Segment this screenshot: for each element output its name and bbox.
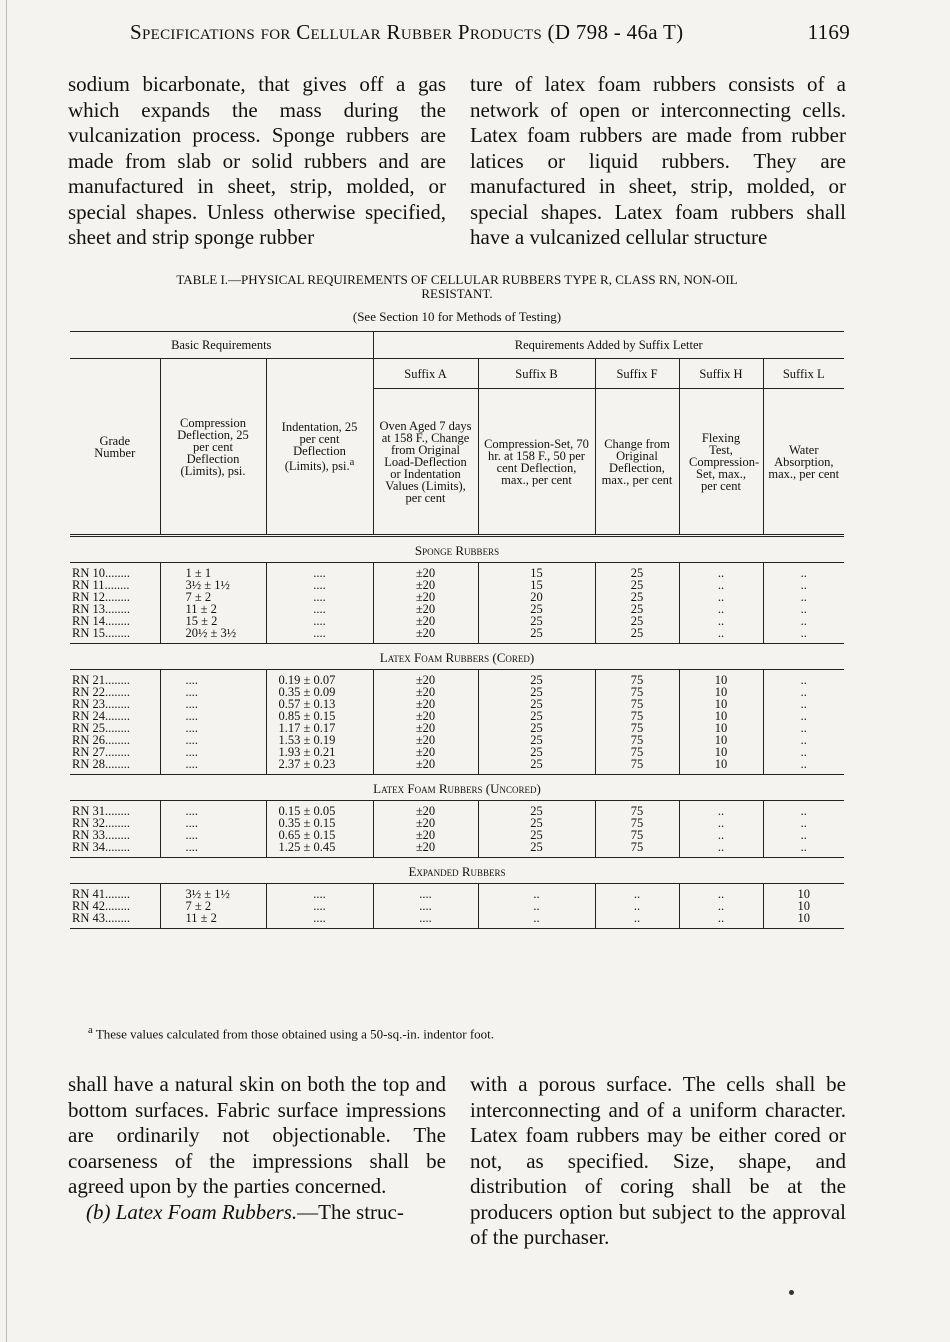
section-header-row (70, 858, 844, 884)
bottom-right-column (470, 1072, 846, 1251)
compression-cell: .... (160, 722, 266, 734)
suffix-l-cell: .. (763, 801, 844, 818)
col-oven (373, 389, 478, 536)
suffix-b-cell: 25 (478, 710, 595, 722)
suffix-b-cell: 25 (478, 817, 595, 829)
suffix-f-cell: 75 (595, 746, 679, 758)
suffix-h-cell: .. (679, 603, 763, 615)
requirements-table (70, 331, 844, 929)
suffix-b-cell: 25 (478, 722, 595, 734)
compression-cell: 7 ± 2 (160, 591, 266, 603)
suffix-h-cell: 10 (679, 734, 763, 746)
suffix-h-cell: 10 (679, 686, 763, 698)
compression-cell: 3½ ± 1½ (160, 884, 266, 901)
indentation-cell: .... (266, 591, 373, 603)
indentation-cell: 0.19 ± 0.07 (266, 670, 373, 687)
section-title: Expanded Rubbers (70, 858, 844, 884)
col-grade-text: Grade Number (94, 433, 136, 460)
col-compression-text: Compression Deflection, 25 per cent Deflection (Limits), psi. (177, 415, 249, 478)
indentation-cell: .... (266, 563, 373, 580)
suffix-l-cell: .. (763, 563, 844, 580)
indentation-cell: 0.65 ± 0.15 (266, 829, 373, 841)
suffix-l-cell: .. (763, 817, 844, 829)
grade-cell: RN 25........ (72, 721, 130, 735)
suffix-h-cell: 10 (679, 722, 763, 734)
grade-cell: RN 27........ (72, 745, 130, 759)
suffix-b-cell: 25 (478, 615, 595, 627)
grade-cell: RN 13........ (72, 602, 130, 616)
compression-cell: 7 ± 2 (160, 900, 266, 912)
suffix-l-cell: .. (763, 734, 844, 746)
running-header (130, 20, 850, 45)
grade-cell: RN 22........ (72, 685, 130, 699)
compression-cell: .... (160, 801, 266, 818)
suffix-b-cell: 15 (478, 579, 595, 591)
col-indentation (266, 359, 373, 536)
suffix-b-cell: 25 (478, 627, 595, 644)
suffix-b-cell: .. (478, 912, 595, 929)
grade-cell: RN 14........ (72, 614, 130, 628)
section-title: Sponge Rubbers (70, 536, 844, 563)
grade-cell: RN 43........ (70, 912, 160, 929)
grade-cell: RN 24........ (72, 709, 130, 723)
compression-cell: 11 ± 2 (160, 912, 266, 929)
suffix-a-cell: .... (373, 884, 478, 901)
suffix-f-cell: 75 (595, 686, 679, 698)
suffix-b-cell: .. (478, 900, 595, 912)
top-left-paragraph: sodium bicarbonate, that gives off a gas which expands the mass during the vulcanization process. Sponge rubbers are made from slab or solid rubbers and are manufactured in sheet, strip, molded, or special shapes. Unless otherwise specified, sheet and strip sponge rubber (68, 72, 446, 249)
header-designation: (D 798 - 46a T) (547, 20, 684, 44)
grade-cell: RN 33........ (72, 828, 130, 842)
suffix-b-cell: 25 (478, 758, 595, 775)
suffix-l-cell: .. (763, 698, 844, 710)
table-footnote (88, 1024, 494, 1042)
suffix-l-cell: .. (763, 722, 844, 734)
table-subcaption: (See Section 10 for Methods of Testing) (352, 309, 562, 324)
suffix-b-cell: 15 (478, 563, 595, 580)
suffix-h-cell: .. (679, 817, 763, 829)
suffix-a-cell: .... (373, 912, 478, 929)
table-row (70, 758, 844, 775)
indentation-cell: 2.37 ± 0.23 (266, 758, 373, 775)
ink-speck (789, 1290, 794, 1295)
suffix-h-cell: 10 (679, 698, 763, 710)
suffix-h-cell: .. (679, 912, 763, 929)
grade-cell: RN 32........ (72, 816, 130, 830)
suffix-h-cell: 10 (679, 670, 763, 687)
footnote-text: These values calculated from those obtained using a 50-sq.-in. indentor foot. (95, 1026, 495, 1042)
suffix-b-cell: 25 (478, 698, 595, 710)
suffix-f-cell: 75 (595, 758, 679, 775)
col-change (595, 389, 679, 536)
bottom-left-column (68, 1072, 446, 1225)
indentation-cell: 1.53 ± 0.19 (266, 734, 373, 746)
suffix-a-cell: ±20 (373, 817, 478, 829)
suffix-b-cell: 25 (478, 734, 595, 746)
bottom-left-paragraph-2 (68, 1200, 446, 1226)
indentation-cell: 0.35 ± 0.15 (266, 817, 373, 829)
suffix-b-cell: 25 (478, 603, 595, 615)
header-title: Specifications for Cellular Rubber Products (130, 20, 542, 44)
suffix-h-cell: .. (679, 900, 763, 912)
suffix-f-cell: 25 (595, 579, 679, 591)
indentation-cell: 0.35 ± 0.09 (266, 686, 373, 698)
suffix-f-cell: 75 (595, 829, 679, 841)
suffix-h-cell: 10 (679, 746, 763, 758)
indentation-cell: .... (266, 900, 373, 912)
suffix-a: Suffix A (373, 359, 478, 389)
suffix-h-cell: .. (679, 801, 763, 818)
suffix-l: Suffix L (763, 359, 844, 389)
indentation-cell: 0.15 ± 0.05 (266, 801, 373, 818)
suffix-f-cell: 75 (595, 734, 679, 746)
suffix-b: Suffix B (478, 359, 595, 389)
suffix-l-cell: .. (763, 758, 844, 775)
col-indentation-note: a (349, 456, 355, 468)
grade-cell: RN 12........ (72, 590, 130, 604)
suffix-a-cell: ±20 (373, 591, 478, 603)
suffix-l-cell: .. (763, 615, 844, 627)
compression-cell: .... (160, 817, 266, 829)
suffix-f: Suffix F (595, 359, 679, 389)
section-title: Latex Foam Rubbers (Uncored) (70, 775, 844, 801)
indentation-cell: .... (266, 603, 373, 615)
section-header-row (70, 644, 844, 670)
compression-cell: .... (160, 698, 266, 710)
table-row (70, 841, 844, 858)
table-caption-line1: TABLE I.—PHYSICAL REQUIREMENTS OF CELLULAR RUBBERS TYPE R, CLASS RN, NON-OIL (176, 272, 738, 287)
grade-cell: RN 23........ (72, 697, 130, 711)
suffix-a-cell: ±20 (373, 579, 478, 591)
indentation-cell: 0.85 ± 0.15 (266, 710, 373, 722)
grade-cell: RN 15........ (72, 626, 130, 640)
suffix-h-cell: .. (679, 579, 763, 591)
indentation-cell: .... (266, 615, 373, 627)
suffix-a-cell: ±20 (373, 627, 478, 644)
suffix-l-cell: .. (763, 591, 844, 603)
suffix-a-cell: ±20 (373, 801, 478, 818)
grade-cell: RN 28........ (72, 757, 130, 771)
suffix-a-cell: ±20 (373, 829, 478, 841)
col-change-text: Change from Original Deflection, max., per cent (601, 436, 673, 487)
indentation-cell: .... (266, 912, 373, 929)
suffix-f-cell: 75 (595, 841, 679, 858)
suffix-h: Suffix H (679, 359, 763, 389)
suffix-f-cell: 75 (595, 801, 679, 818)
top-left-column (68, 72, 446, 251)
top-right-column (470, 72, 846, 251)
table-row (70, 801, 844, 818)
suffix-b-cell: 25 (478, 829, 595, 841)
compression-cell: .... (160, 686, 266, 698)
suffix-f-cell: 75 (595, 698, 679, 710)
compression-cell: 11 ± 2 (160, 603, 266, 615)
grade-cell: RN 21........ (72, 673, 130, 687)
suffix-a-cell: ±20 (373, 841, 478, 858)
suffix-l-cell: .. (763, 841, 844, 858)
compression-cell: .... (160, 829, 266, 841)
table-row (70, 912, 844, 929)
suffix-h-cell: .. (679, 884, 763, 901)
suffix-l-cell: .. (763, 627, 844, 644)
table-row (70, 884, 844, 901)
bottom-left-paragraph-1: shall have a natural skin on both the top and bottom surfaces. Fabric surface impressions are ordinarily not objectionable. The coarseness of the impressions shall be agreed upon by the parties concerned. (68, 1072, 446, 1198)
suffix-h-cell: 10 (679, 710, 763, 722)
suffix-l-cell: .. (763, 579, 844, 591)
suffix-l-cell: .. (763, 686, 844, 698)
suffix-a-cell: ±20 (373, 670, 478, 687)
indentation-cell: 0.57 ± 0.13 (266, 698, 373, 710)
section-title: Latex Foam Rubbers (Cored) (70, 644, 844, 670)
grade-cell: RN 42........ (72, 899, 130, 913)
compression-cell: .... (160, 734, 266, 746)
col-flexing (679, 389, 763, 536)
col-compset-text: Compression-Set, 70 hr. at 158 F., 50 per cent Deflection, max., per cent (484, 436, 589, 487)
indentation-cell: 1.17 ± 0.17 (266, 722, 373, 734)
suffix-f-cell: 25 (595, 627, 679, 644)
suffix-a-cell: ±20 (373, 734, 478, 746)
compression-cell: 15 ± 2 (160, 615, 266, 627)
bottom-right-paragraph: with a porous surface. The cells shall be interconnecting and of a uniform character. Latex foam rubbers may be either cored or not, as specified. Size, shape, and distribution of coring shall be at the producers option but subject to the approval of the purchaser. (470, 1072, 846, 1249)
compression-cell: 20½ ± 3½ (160, 627, 266, 644)
suffix-f-cell: .. (595, 900, 679, 912)
compression-cell: .... (160, 841, 266, 858)
grade-cell: RN 11........ (72, 578, 130, 592)
suffix-f-cell: 75 (595, 670, 679, 687)
table-body (70, 536, 844, 929)
compression-cell: .... (160, 746, 266, 758)
suffix-f-cell: .. (595, 884, 679, 901)
suffix-l-cell: .. (763, 670, 844, 687)
col-water-text: Water Absorption, max., per cent (768, 442, 840, 481)
suffix-b-cell: 25 (478, 686, 595, 698)
suffix-h-cell: .. (679, 829, 763, 841)
col-oven-text: Oven Aged 7 days at 158 F., Change from Original Load-Deflection or Indentation Values (Limits), per cent (379, 418, 472, 505)
suffix-a-cell: ±20 (373, 746, 478, 758)
suffix-l-cell: 10 (763, 884, 844, 901)
col-grade (70, 359, 160, 536)
suffix-b-cell: 25 (478, 841, 595, 858)
suffix-f-cell: .. (595, 912, 679, 929)
grade-cell: RN 34........ (72, 840, 130, 854)
suffix-f-cell: 25 (595, 591, 679, 603)
grade-cell: RN 26........ (72, 733, 130, 747)
suffix-b-cell: 25 (478, 746, 595, 758)
grade-cell: RN 10........ (72, 566, 130, 580)
table-row (70, 563, 844, 580)
section-header-row (70, 536, 844, 563)
indentation-cell: 1.93 ± 0.21 (266, 746, 373, 758)
indentation-cell: .... (266, 627, 373, 644)
footnote-mark: a (88, 1024, 93, 1036)
table-caption-line2: RESISTANT. (421, 286, 493, 301)
suffix-a-cell: ±20 (373, 615, 478, 627)
suffix-f-cell: 75 (595, 722, 679, 734)
suffix-l-cell: .. (763, 829, 844, 841)
suffix-b-cell: 20 (478, 591, 595, 603)
suffix-f-cell: 75 (595, 710, 679, 722)
suffix-a-cell: ±20 (373, 563, 478, 580)
latex-foam-heading: (b) Latex Foam Rubbers. (86, 1199, 298, 1224)
suffix-h-cell: .. (679, 591, 763, 603)
suffix-a-cell: ±20 (373, 686, 478, 698)
table-row (70, 627, 844, 644)
suffix-h-cell: .. (679, 627, 763, 644)
suffix-b-cell: 25 (478, 801, 595, 818)
suffix-a-cell: .... (373, 900, 478, 912)
suffix-a-cell: ±20 (373, 603, 478, 615)
grade-cell: RN 41........ (72, 887, 130, 901)
compression-cell: 3½ ± 1½ (160, 579, 266, 591)
suffix-h-cell: .. (679, 841, 763, 858)
compression-cell: 1 ± 1 (160, 563, 266, 580)
compression-cell: .... (160, 710, 266, 722)
suffix-b-cell: 25 (478, 670, 595, 687)
suffix-f-cell: 25 (595, 603, 679, 615)
indentation-cell: .... (266, 884, 373, 901)
group-suffix: Requirements Added by Suffix Letter (373, 332, 844, 359)
suffix-h-cell: .. (679, 615, 763, 627)
suffix-l-cell: .. (763, 603, 844, 615)
table-row (70, 670, 844, 687)
suffix-h-cell: 10 (679, 758, 763, 775)
col-flexing-text: Flexing Test, Compression-Set, max., per cent (689, 430, 760, 493)
suffix-a-cell: ±20 (373, 722, 478, 734)
suffix-h-cell: .. (679, 563, 763, 580)
suffix-l-cell: .. (763, 710, 844, 722)
grade-cell: RN 31........ (72, 804, 130, 818)
suffix-l-cell: .. (763, 746, 844, 758)
col-compset (478, 389, 595, 536)
suffix-l-cell: 10 (763, 912, 844, 929)
suffix-f-cell: 75 (595, 817, 679, 829)
suffix-a-cell: ±20 (373, 710, 478, 722)
latex-foam-text: —The struc- (297, 1199, 404, 1224)
suffix-l-cell: 10 (763, 900, 844, 912)
suffix-f-cell: 25 (595, 563, 679, 580)
page-edge-line (6, 0, 7, 1342)
top-right-paragraph: ture of latex foam rubbers consists of a network of open or interconnecting cells. Latex foam rubbers are made from rubber latices or liquid rubbers. They are manufactured in sheet, strip, molded, or special shapes. Latex foam rubbers shall have a vulcanized cellular structure (470, 72, 846, 249)
col-indentation-text: Indentation, 25 per cent Deflection (Limits), psi. (281, 419, 358, 474)
group-basic: Basic Requirements (70, 332, 373, 359)
suffix-a-cell: ±20 (373, 758, 478, 775)
col-compression (160, 359, 266, 536)
page-number: 1169 (807, 20, 850, 44)
section-header-row (70, 775, 844, 801)
compression-cell: .... (160, 670, 266, 687)
compression-cell: .... (160, 758, 266, 775)
indentation-cell: 1.25 ± 0.45 (266, 841, 373, 858)
col-water (763, 389, 844, 536)
suffix-f-cell: 25 (595, 615, 679, 627)
indentation-cell: .... (266, 579, 373, 591)
suffix-a-cell: ±20 (373, 698, 478, 710)
suffix-b-cell: .. (478, 884, 595, 901)
